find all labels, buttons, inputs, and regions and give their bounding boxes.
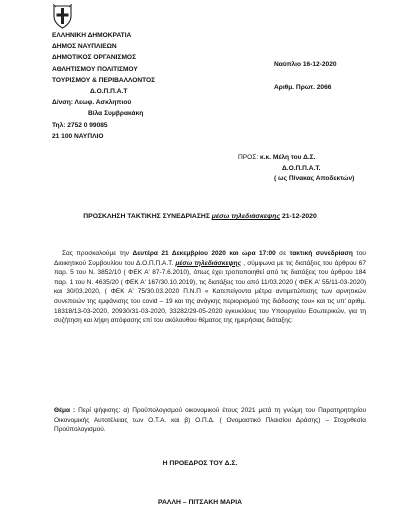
header-line-address-2: Βίλα Συμβρακάκη bbox=[88, 110, 144, 118]
subject-label: Θέμα : bbox=[54, 407, 76, 414]
title-date: 21-12-2020 bbox=[280, 213, 317, 220]
recipients-members: κ.κ. Μέλη του Δ.Σ. bbox=[258, 154, 316, 161]
recipients-list-note: ( ως Πίνακας Αποδεκτών) bbox=[274, 175, 355, 183]
signature-role: Η ΠΡΟΕΔΡΟΣ ΤΟΥ Δ.Σ. bbox=[162, 460, 238, 467]
header-line-municipality: ΔΗΜΟΣ ΝΑΥΠΛΙΕΩΝ bbox=[52, 43, 117, 51]
subject-text: Περί ψήφισης: α) Προϋπολογισμού οικονομικού έτους 2021 μετά τη γνώμη του Παρατηρητηρίου Οικονομικής Αυτοτέλειας των Ο.Τ.Α. και β) Ο.Π.Δ. ( Ονομαστικό Πλαισίου Δράσης) – Στοχοθεσία Προϋπολογισμού. bbox=[54, 407, 367, 434]
document-title bbox=[0, 213, 400, 220]
body-text-4: , σύμφωνα με τις διατάξεις του άρθρου 67 παρ. 5 του Ν. 3852/10 ( ΦΕΚ Α' 87-7.6.2010), όπως έχει τροποποιηθεί από τις διατάξεις του άρθρου 184 παρ. 1 του Ν. 4635/20 ( ΦΕΚ Α' 167/30.10.2019), τις διατάξεις του από 11/03.2020 ( ΦΕΚ Α' 55/11-03-2020) και 30/03.2020, ( ΦΕΚ Α' 75/30.03.2020 Π.Ν.Π « Κατεπείγοντα μέτρα αντιμετώπισης των αρνητικών συνεπειών της εμφάνισης του covid – 19 και της ανάγκης περιορισμού της διάδοσης του» και τις υπ' αριθμ. 18318/13-03-2020, 20930/31-03-2020, 33282/29-05-2020 εγκυκλίους του Υπουργείου Εσωτερικών, για τη συζήτηση και λήψη απόφασης επί του ακόλουθου θέματος της ημερήσιας διάταξης: bbox=[54, 259, 366, 325]
signature-name: ΡΑΛΛΗ – ΠΙΤΣΑΚΗ ΜΑΡΙΑ bbox=[157, 499, 242, 506]
body-text-3: του Διοικητικού Συμβουλίου του Δ.Ο.Π.Π.Α.Τ. bbox=[54, 250, 366, 267]
title-prefix: ΠΡΟΣΚΛΗΣΗ ΤΑΚΤΙΚΗΣ ΣΥΝΕΔΡΙΑΣΗΣ bbox=[83, 213, 212, 220]
invitation-paragraph bbox=[54, 249, 366, 326]
recipients-org: Δ.Ο.Π.Π.Α.Τ. bbox=[282, 164, 321, 172]
remote-meeting-emphasis: μέσω τηλεδιάσκεψης bbox=[175, 259, 242, 267]
document-date: Ναύπλιο 16-12-2020 bbox=[274, 61, 337, 68]
header-line-state: ΕΛΛΗΝΙΚΗ ΔΗΜΟΚΡΑΤΙΑ bbox=[52, 32, 132, 39]
protocol-number: Αριθμ. Πρωτ. 2066 bbox=[274, 84, 332, 91]
header-line-org-1: ΔΗΜΟΤΙΚΟΣ ΟΡΓΑΝΙΣΜΟΣ bbox=[52, 54, 137, 62]
header-line-address-1: Δ/νση: Λεωφ. Ασκληπιού bbox=[52, 99, 132, 107]
body-text-1: Σας προσκαλούμε την bbox=[62, 250, 133, 257]
meeting-type: τακτική συνεδρίαση bbox=[289, 250, 353, 257]
recipients-label: ΠΡΟΣ: bbox=[238, 154, 259, 161]
recipients-block bbox=[238, 153, 354, 185]
title-remote-meeting: μέσω τηλεδιάσκεψης bbox=[211, 213, 281, 220]
header-line-acronym: Δ.Ο.Π.Π.Α.Τ bbox=[90, 88, 128, 96]
header-line-org-3: ΤΟΥΡΙΣΜΟΥ & ΠΕΡΙΒΑΛΛΟΝΤΟΣ bbox=[52, 76, 156, 84]
header-org-block bbox=[52, 30, 155, 142]
subject-block bbox=[54, 406, 366, 435]
header-line-phone: Τηλ: 2752 0 99085 bbox=[52, 121, 108, 129]
meeting-datetime: Δευτέρα 21 Δεκεμβρίου 2020 και ώρα 17:00 bbox=[132, 250, 276, 257]
header-line-org-2: ΑΘΛΗΤΙΣΜΟΥ ΠΟΛΙΤΙΣΜΟΥ bbox=[52, 65, 138, 73]
greek-emblem-icon bbox=[53, 4, 72, 29]
header-line-postal: 21 100 ΝΑΥΠΛΙΟ bbox=[52, 132, 104, 140]
body-text-2: σε bbox=[275, 250, 290, 257]
